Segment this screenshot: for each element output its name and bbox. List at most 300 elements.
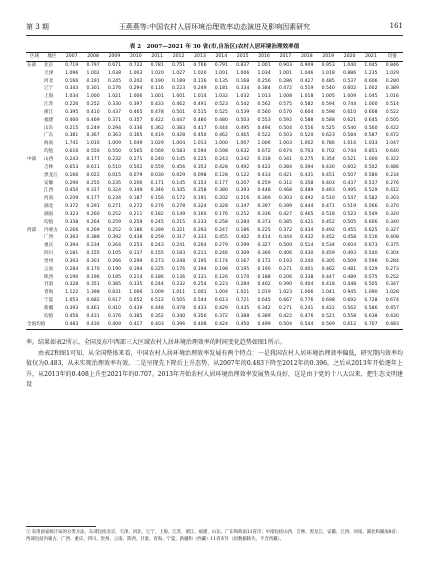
province-cell: 甘肃 bbox=[44, 282, 54, 288]
value-cell: 0.226 bbox=[65, 102, 79, 108]
value-cell: 0.366 bbox=[257, 251, 271, 257]
value-cell: 0.766 bbox=[193, 62, 207, 68]
value-cell: 0.682 bbox=[86, 298, 100, 304]
value-cell: 0.504 bbox=[278, 125, 293, 131]
value-cell: 0.428 bbox=[171, 133, 186, 139]
value-cell: 0.303 bbox=[278, 196, 293, 202]
province-cell: 山东 bbox=[44, 125, 54, 131]
value-cell: 1.009 bbox=[150, 290, 164, 296]
value-cell: 0.492 bbox=[300, 196, 314, 202]
value-cell: 0.504 bbox=[275, 321, 296, 329]
value-cell: 0.372 bbox=[214, 313, 228, 319]
value-cell: 0.444 bbox=[300, 204, 314, 210]
value-cell: 0.421 bbox=[300, 219, 314, 225]
value-cell: 0.522 bbox=[257, 133, 271, 139]
value-cell: 0.160 bbox=[193, 211, 207, 217]
table-row bbox=[26, 305, 403, 313]
value-cell: 0.156 bbox=[150, 196, 164, 202]
value-cell: 0.232 bbox=[107, 156, 122, 162]
value-cell: 0.294 bbox=[107, 125, 122, 131]
value-cell: 0.451 bbox=[321, 172, 335, 178]
value-cell: 1.002 bbox=[300, 141, 314, 147]
value-cell: 0.608 bbox=[364, 109, 378, 115]
value-cell: 0.448 bbox=[257, 188, 271, 194]
value-cell: 0.569 bbox=[318, 321, 339, 329]
value-cell: 0.225 bbox=[193, 156, 207, 162]
value-cell: 0.284 bbox=[65, 266, 79, 272]
value-cell: 0.182 bbox=[150, 211, 164, 217]
value-cell: 0.136 bbox=[171, 274, 186, 280]
value-cell: 0.171 bbox=[150, 180, 164, 186]
table-row bbox=[26, 289, 403, 297]
value-cell: 0.347 bbox=[385, 282, 399, 288]
value-cell: 1.032 bbox=[236, 94, 250, 100]
value-cell: 0.385 bbox=[129, 313, 143, 319]
value-cell: 0.438 bbox=[129, 235, 143, 241]
value-cell: 0.128 bbox=[214, 172, 228, 178]
value-cell: 0.371 bbox=[107, 117, 122, 123]
value-cell: 0.363 bbox=[107, 133, 122, 139]
value-cell: 0.189 bbox=[171, 78, 186, 84]
value-cell: 0.264 bbox=[107, 243, 122, 249]
value-cell: 0.358 bbox=[300, 180, 314, 186]
value-cell: 0.404 bbox=[300, 282, 314, 288]
value-cell: 0.301 bbox=[86, 86, 100, 92]
value-cell: 0.232 bbox=[171, 282, 186, 288]
value-cell: 0.461 bbox=[86, 306, 100, 311]
table-row bbox=[26, 203, 403, 211]
column-header: 2014 bbox=[211, 53, 232, 62]
value-cell: 0.480 bbox=[214, 117, 228, 123]
table-row bbox=[26, 313, 403, 321]
value-cell: 0.728 bbox=[364, 298, 378, 304]
value-cell: 0.547 bbox=[342, 196, 357, 202]
value-cell: 0.247 bbox=[214, 227, 228, 233]
value-cell: 0.207 bbox=[236, 180, 250, 186]
value-cell: 0.580 bbox=[364, 172, 378, 178]
value-cell: 0.029 bbox=[171, 172, 186, 178]
value-cell: 0.381 bbox=[65, 133, 79, 139]
value-cell: 0.540 bbox=[321, 86, 335, 92]
value-cell: 0.376 bbox=[107, 313, 122, 319]
value-cell: 0.273 bbox=[385, 266, 399, 272]
value-cell: 0.494 bbox=[257, 125, 271, 131]
value-cell: 0.177 bbox=[86, 196, 100, 202]
value-cell: 0.397 bbox=[129, 102, 143, 108]
value-cell: 0.446 bbox=[150, 306, 164, 311]
column-header: 2015 bbox=[232, 53, 253, 62]
value-cell: 0.492 bbox=[236, 164, 250, 170]
value-cell: 1.002 bbox=[364, 86, 378, 92]
value-cell: 0.495 bbox=[236, 125, 250, 131]
value-cell: 0.509 bbox=[342, 258, 357, 264]
value-cell: 1.029 bbox=[150, 141, 164, 147]
value-cell: 0.335 bbox=[129, 282, 143, 288]
value-cell: 0.588 bbox=[321, 117, 335, 123]
value-cell: 0.264 bbox=[86, 219, 100, 225]
value-cell: 0.363 bbox=[65, 235, 79, 241]
value-cell: 0.241 bbox=[171, 243, 186, 249]
value-cell: 0.367 bbox=[86, 133, 100, 139]
value-cell: 0.621 bbox=[342, 117, 357, 123]
value-cell: 1.001 bbox=[257, 62, 271, 68]
value-cell: 0.638 bbox=[364, 313, 378, 319]
value-cell: 0.336 bbox=[257, 211, 271, 217]
value-cell: 1.007 bbox=[236, 141, 250, 147]
value-cell: 0.369 bbox=[257, 196, 271, 202]
column-header: 2021 bbox=[360, 53, 381, 62]
value-cell: 1.006 bbox=[129, 290, 143, 296]
province-cell: 宁夏 bbox=[44, 298, 54, 304]
value-cell: 0.544 bbox=[193, 298, 207, 304]
province-cell: 福建 bbox=[44, 117, 54, 123]
value-cell: 1.006 bbox=[300, 290, 314, 296]
efficiency-table bbox=[26, 52, 403, 330]
value-cell: 1.045 bbox=[364, 94, 378, 100]
value-cell: 0.380 bbox=[214, 188, 228, 194]
value-cell: 1.016 bbox=[385, 94, 399, 100]
value-cell: 0.194 bbox=[193, 266, 207, 272]
value-cell: 0.393 bbox=[65, 306, 79, 311]
value-cell: 1.235 bbox=[364, 70, 378, 76]
value-cell: 0.424 bbox=[211, 321, 232, 329]
value-cell: 0.529 bbox=[364, 188, 378, 194]
value-cell: 0.384 bbox=[278, 164, 293, 170]
body-paragraph-1: 率。结果如表2所示。全国及东中西部三大区域农村人居环境治理效率的时间变化趋势如图1所示。 bbox=[26, 339, 286, 346]
value-cell: 0.259 bbox=[107, 219, 122, 225]
value-cell: 0.831 bbox=[107, 290, 122, 296]
value-cell: 0.455 bbox=[214, 235, 228, 241]
table-row bbox=[26, 195, 403, 203]
region-cell: 东部 bbox=[27, 62, 37, 68]
value-cell: 0.491 bbox=[193, 102, 207, 108]
province-cell: 广东 bbox=[44, 133, 54, 139]
value-cell: 0.149 bbox=[171, 211, 186, 217]
value-cell: 0.186 bbox=[129, 227, 143, 233]
value-cell: 0.098 bbox=[193, 172, 207, 178]
value-cell: 0.223 bbox=[171, 86, 186, 92]
value-cell: 1.000 bbox=[86, 94, 100, 100]
value-cell: 1.041 bbox=[321, 290, 335, 296]
value-cell: 0.333 bbox=[193, 235, 207, 241]
value-cell: 0.271 bbox=[278, 306, 293, 311]
value-cell: 0.707 bbox=[360, 321, 381, 329]
value-cell: 1.010 bbox=[86, 141, 100, 147]
column-header: 2016 bbox=[253, 53, 274, 62]
value-cell: 1.001 bbox=[171, 94, 186, 100]
region-cell bbox=[26, 219, 43, 227]
value-cell: 0.602 bbox=[342, 86, 357, 92]
value-cell: 0.249 bbox=[86, 125, 100, 131]
value-cell: 0.252 bbox=[107, 227, 122, 233]
value-cell: 0.452 bbox=[321, 235, 335, 241]
value-cell: 0.116 bbox=[150, 86, 164, 92]
region-cell bbox=[26, 305, 43, 313]
value-cell: 0.341 bbox=[278, 156, 293, 162]
value-cell: 1.004 bbox=[214, 290, 228, 296]
running-header bbox=[26, 22, 403, 34]
value-cell: 0.401 bbox=[300, 266, 314, 272]
value-cell: 0.209 bbox=[65, 196, 79, 202]
value-cell: 0.529 bbox=[364, 266, 378, 272]
value-cell: 0.447 bbox=[171, 117, 186, 123]
value-cell: 0.186 bbox=[150, 274, 164, 280]
value-cell: 0.196 bbox=[86, 274, 100, 280]
value-cell: 1.002 bbox=[86, 70, 100, 76]
value-cell: 0.406 bbox=[278, 251, 293, 257]
value-cell: 1.021 bbox=[236, 290, 250, 296]
value-cell: 0.427 bbox=[278, 211, 293, 217]
value-cell: 1.020 bbox=[193, 70, 207, 76]
value-cell: 0.582 bbox=[364, 196, 378, 202]
value-cell: 0.234 bbox=[107, 196, 122, 202]
value-cell: 0.385 bbox=[278, 219, 293, 225]
value-cell: 0.191 bbox=[193, 196, 207, 202]
value-cell: 0.594 bbox=[193, 149, 207, 155]
value-cell: 0.327 bbox=[385, 227, 399, 233]
value-cell: 0.242 bbox=[236, 156, 250, 162]
value-cell: 0.505 bbox=[171, 298, 186, 304]
column-header: 2018 bbox=[296, 53, 317, 62]
value-cell: 0.245 bbox=[150, 219, 164, 225]
value-cell: 0.403 bbox=[321, 180, 335, 186]
value-cell: 0.131 bbox=[193, 274, 207, 280]
value-cell: 0.722 bbox=[129, 62, 143, 68]
value-cell: 0.243 bbox=[65, 156, 79, 162]
value-cell: 0.347 bbox=[236, 204, 250, 210]
table-row bbox=[26, 281, 403, 289]
region-cell bbox=[26, 187, 43, 195]
region-cell bbox=[26, 274, 43, 282]
value-cell: 0.278 bbox=[171, 204, 186, 210]
value-cell: 0.430 bbox=[300, 251, 314, 257]
table-row bbox=[26, 125, 403, 133]
value-cell: 0.523 bbox=[342, 211, 357, 217]
value-cell: 0.303 bbox=[65, 258, 79, 264]
value-cell: 0.434 bbox=[300, 227, 314, 233]
value-cell: 0.667 bbox=[278, 298, 293, 304]
value-cell: 1.020 bbox=[150, 70, 164, 76]
value-cell: 0.507 bbox=[342, 172, 357, 178]
value-cell: 0.432 bbox=[300, 235, 314, 241]
value-cell: 0.273 bbox=[150, 258, 164, 264]
value-cell: 1.018 bbox=[300, 94, 314, 100]
value-cell: 0.137 bbox=[129, 251, 143, 257]
value-cell: 0.195 bbox=[236, 266, 250, 272]
value-cell: 0.596 bbox=[364, 258, 378, 264]
value-cell: 1.047 bbox=[385, 141, 399, 147]
column-header: 2011 bbox=[147, 53, 168, 62]
value-cell: 1.008 bbox=[278, 94, 293, 100]
table-row bbox=[26, 164, 403, 172]
value-cell: 0.155 bbox=[86, 251, 100, 257]
value-cell: 0.558 bbox=[342, 313, 357, 319]
province-cell: 湖南 bbox=[44, 211, 54, 217]
table-row bbox=[26, 234, 403, 242]
value-cell: 0.181 bbox=[214, 86, 228, 92]
value-cell: 1.028 bbox=[385, 290, 399, 296]
value-cell: 0.269 bbox=[86, 227, 100, 233]
value-cell: 0.472 bbox=[278, 86, 293, 92]
value-cell: 0.559 bbox=[150, 164, 164, 170]
value-cell: 0.489 bbox=[300, 188, 314, 194]
value-cell: 0.673 bbox=[364, 243, 378, 249]
value-cell: 0.431 bbox=[86, 313, 100, 319]
value-cell: 0.145 bbox=[171, 180, 186, 186]
value-cell: 0.537 bbox=[342, 78, 357, 84]
value-cell: 0.266 bbox=[65, 227, 79, 233]
value-cell: 0.485 bbox=[321, 78, 335, 84]
value-cell: 0.362 bbox=[150, 125, 164, 131]
region-cell bbox=[26, 195, 43, 203]
table-row bbox=[26, 297, 403, 305]
value-cell: 0.309 bbox=[236, 251, 250, 257]
value-cell: 0.460 bbox=[65, 117, 79, 123]
column-header: 均值 bbox=[382, 53, 403, 62]
value-cell: 0.166 bbox=[65, 78, 79, 84]
value-cell: 0.373 bbox=[257, 219, 271, 225]
value-cell: 1.003 bbox=[278, 141, 293, 147]
value-cell: 1.019 bbox=[257, 290, 271, 296]
value-cell: 0.602 bbox=[342, 164, 357, 170]
value-cell: 0.519 bbox=[300, 86, 314, 92]
value-cell: 1.016 bbox=[342, 141, 357, 147]
province-cell: 云南 bbox=[44, 266, 54, 272]
value-cell: 0.299 bbox=[129, 258, 143, 264]
value-cell: 0.399 bbox=[278, 204, 293, 210]
value-cell: 1.038 bbox=[107, 70, 122, 76]
province-cell: 河北 bbox=[44, 78, 54, 84]
table-row bbox=[26, 250, 403, 258]
value-cell: 1.009 bbox=[107, 141, 122, 147]
value-cell: 0.240 bbox=[150, 156, 164, 162]
value-cell: 0.606 bbox=[364, 219, 378, 225]
province-cell: 山西 bbox=[44, 156, 54, 162]
value-cell: 0.396 bbox=[168, 321, 189, 329]
value-cell: 0.225 bbox=[150, 266, 164, 272]
value-cell: 0.176 bbox=[171, 266, 186, 272]
value-cell: 0.505 bbox=[364, 282, 378, 288]
region-cell bbox=[26, 266, 43, 274]
value-cell: 0.336 bbox=[129, 125, 143, 131]
value-cell: 1.029 bbox=[385, 70, 399, 76]
value-cell: 1.001 bbox=[150, 94, 164, 100]
table-row bbox=[26, 266, 403, 274]
value-cell: 1.122 bbox=[65, 290, 79, 296]
value-cell: 0.674 bbox=[278, 149, 293, 155]
value-cell: 0.252 bbox=[385, 274, 399, 280]
column-header: 2017 bbox=[275, 53, 296, 62]
region-cell: 全国均值 bbox=[26, 321, 43, 329]
value-cell: 0.328 bbox=[65, 282, 79, 288]
value-cell: 0.202 bbox=[129, 78, 143, 84]
column-header: 2008 bbox=[82, 53, 103, 62]
value-cell: 0.606 bbox=[364, 78, 378, 84]
value-cell: 0.598 bbox=[321, 109, 335, 115]
value-cell: 0.357 bbox=[129, 117, 143, 123]
value-cell: 0.338 bbox=[300, 274, 314, 280]
value-cell: 0.429 bbox=[214, 306, 228, 311]
table-row bbox=[26, 172, 403, 180]
region-cell bbox=[26, 180, 43, 188]
table-row bbox=[26, 219, 403, 227]
value-cell: 0.275 bbox=[300, 156, 314, 162]
value-cell: 0.284 bbox=[385, 258, 399, 264]
value-cell: 0.260 bbox=[86, 211, 100, 217]
province-cell: 四川 bbox=[44, 251, 54, 257]
value-cell: 0.419 bbox=[150, 133, 164, 139]
value-cell: 0.945 bbox=[342, 290, 357, 296]
value-cell: 0.632 bbox=[236, 149, 250, 155]
province-cell: 北京 bbox=[44, 62, 54, 68]
value-cell: 0.294 bbox=[129, 86, 143, 92]
table-row bbox=[26, 258, 403, 266]
value-cell: 0.674 bbox=[385, 298, 399, 304]
value-cell: 0.402 bbox=[257, 282, 271, 288]
value-cell: 0.388 bbox=[236, 313, 250, 319]
value-cell: 0.259 bbox=[150, 235, 164, 241]
province-cell: 上海 bbox=[44, 94, 54, 100]
column-header: 地区 bbox=[43, 53, 61, 62]
value-cell: 0.349 bbox=[129, 188, 143, 194]
value-cell: 0.198 bbox=[214, 266, 228, 272]
table-row bbox=[26, 78, 403, 86]
value-cell: 0.481 bbox=[342, 266, 357, 272]
value-cell: 0.338 bbox=[65, 219, 79, 225]
value-cell: 0.403 bbox=[147, 321, 168, 329]
table-caption: 表 2 2007—2021 年 30 省(市,自治区)农村人居环境治理效率值 bbox=[129, 44, 300, 50]
value-cell: 0.412 bbox=[385, 188, 399, 194]
value-cell: 0.388 bbox=[86, 235, 100, 241]
value-cell: 0.560 bbox=[257, 109, 271, 115]
value-cell: 0.457 bbox=[385, 306, 399, 311]
value-cell: 0.223 bbox=[214, 282, 228, 288]
value-cell: 0.177 bbox=[214, 180, 228, 186]
value-cell: 0.435 bbox=[236, 306, 250, 311]
value-cell: 0.471 bbox=[321, 204, 335, 210]
value-cell: 0.383 bbox=[171, 125, 186, 131]
value-cell: 0.186 bbox=[236, 227, 250, 233]
value-cell: 0.280 bbox=[385, 78, 399, 84]
value-cell: 0.846 bbox=[385, 62, 399, 68]
table-body bbox=[26, 61, 403, 329]
value-cell: 0.903 bbox=[278, 62, 293, 68]
value-cell: 0.512 bbox=[150, 298, 164, 304]
value-cell: 0.365 bbox=[129, 133, 143, 139]
value-cell: 0.320 bbox=[385, 211, 399, 217]
value-cell: 1.045 bbox=[364, 62, 378, 68]
value-cell: 0.422 bbox=[150, 117, 164, 123]
value-cell: 0.483 bbox=[61, 321, 82, 329]
column-header: 2020 bbox=[339, 53, 360, 62]
value-cell: 1.032 bbox=[214, 94, 228, 100]
value-cell: 0.499 bbox=[253, 321, 274, 329]
region-cell bbox=[26, 297, 43, 305]
value-cell: 0.537 bbox=[364, 180, 378, 186]
value-cell: 1.005 bbox=[321, 94, 335, 100]
value-cell: 1.001 bbox=[214, 70, 228, 76]
region-cell bbox=[26, 125, 43, 133]
value-cell: 0.176 bbox=[214, 211, 228, 217]
value-cell: 0.462 bbox=[214, 133, 228, 139]
value-cell: 0.245 bbox=[107, 78, 122, 84]
value-cell: 1.004 bbox=[171, 141, 186, 147]
value-cell: 1.033 bbox=[364, 141, 378, 147]
value-cell: 0.478 bbox=[150, 109, 164, 115]
value-cell: 0.719 bbox=[65, 62, 79, 68]
value-cell: 0.215 bbox=[171, 219, 186, 225]
value-cell: 0.617 bbox=[107, 298, 122, 304]
